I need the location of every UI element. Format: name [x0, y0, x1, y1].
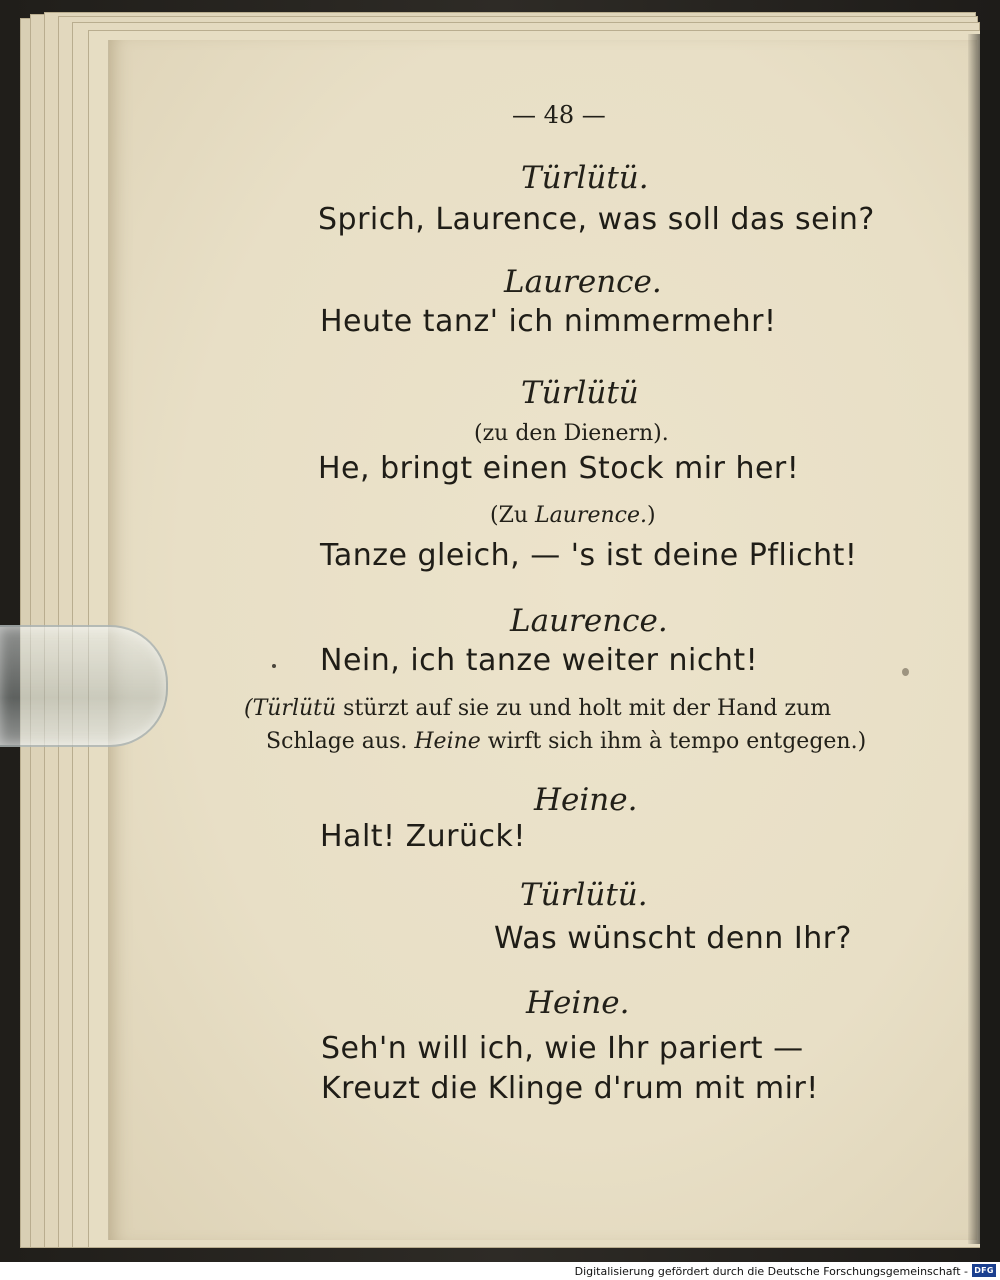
- page-clip: [0, 625, 168, 747]
- verse-line: Kreuzt die Klinge d'rum mit mir!: [321, 1071, 819, 1106]
- stage-direction-name: Laurence.: [535, 503, 647, 528]
- verse-line: Tanze gleich, — 's ist deine Pflicht!: [320, 538, 858, 573]
- stage-direction-text: ): [646, 503, 656, 528]
- verse-line: Sprich, Laurence, was soll das sein?: [318, 202, 875, 237]
- stage-direction: [490, 505, 656, 527]
- verse-line: Halt! Zurück!: [320, 819, 526, 854]
- speaker-name: Heine.: [534, 782, 638, 818]
- page-number: [512, 103, 606, 127]
- stage-direction-text: stürzt auf sie zu und holt mit der Hand zum: [336, 696, 832, 721]
- stage-direction-name: Heine: [414, 729, 481, 754]
- speaker-name: Laurence.: [504, 264, 662, 300]
- dfg-logo: DFG: [972, 1264, 996, 1277]
- verse-line: He, bringt einen Stock mir her!: [318, 451, 800, 486]
- paper-speck: [902, 668, 909, 676]
- stage-direction-text: (Zu: [490, 503, 536, 528]
- stage-direction: [266, 731, 866, 753]
- speaker-name: Türlütü.: [521, 160, 649, 196]
- speaker-name: Heine.: [526, 985, 630, 1021]
- page-number-text: — 48 —: [512, 101, 606, 129]
- stage-direction: [244, 698, 831, 720]
- verse-line: Nein, ich tanze weiter nicht!: [320, 643, 759, 678]
- verse-line: Heute tanz' ich nimmermehr!: [320, 304, 777, 339]
- book-spine: [980, 30, 1000, 1262]
- funding-credit: Digitalisierung gefördert durch die Deutsche Forschungsgemeinschaft -: [574, 1265, 968, 1278]
- stage-direction: (zu den Dienern).: [474, 421, 669, 446]
- speaker-name: Türlütü.: [520, 877, 648, 913]
- speaker-name: Laurence.: [510, 603, 668, 639]
- stage-direction-text: Schlage aus.: [266, 729, 415, 754]
- paper-speck: [272, 664, 276, 668]
- speaker-name: Türlütü: [521, 375, 639, 411]
- stage-direction-text: wirft sich ihm à tempo entgegen.): [480, 729, 867, 754]
- stage-direction-name: (Türlütü: [244, 696, 337, 721]
- verse-line: Was wünscht denn Ihr?: [494, 921, 852, 956]
- verse-line: Seh'n will ich, wie Ihr pariert —: [321, 1031, 804, 1066]
